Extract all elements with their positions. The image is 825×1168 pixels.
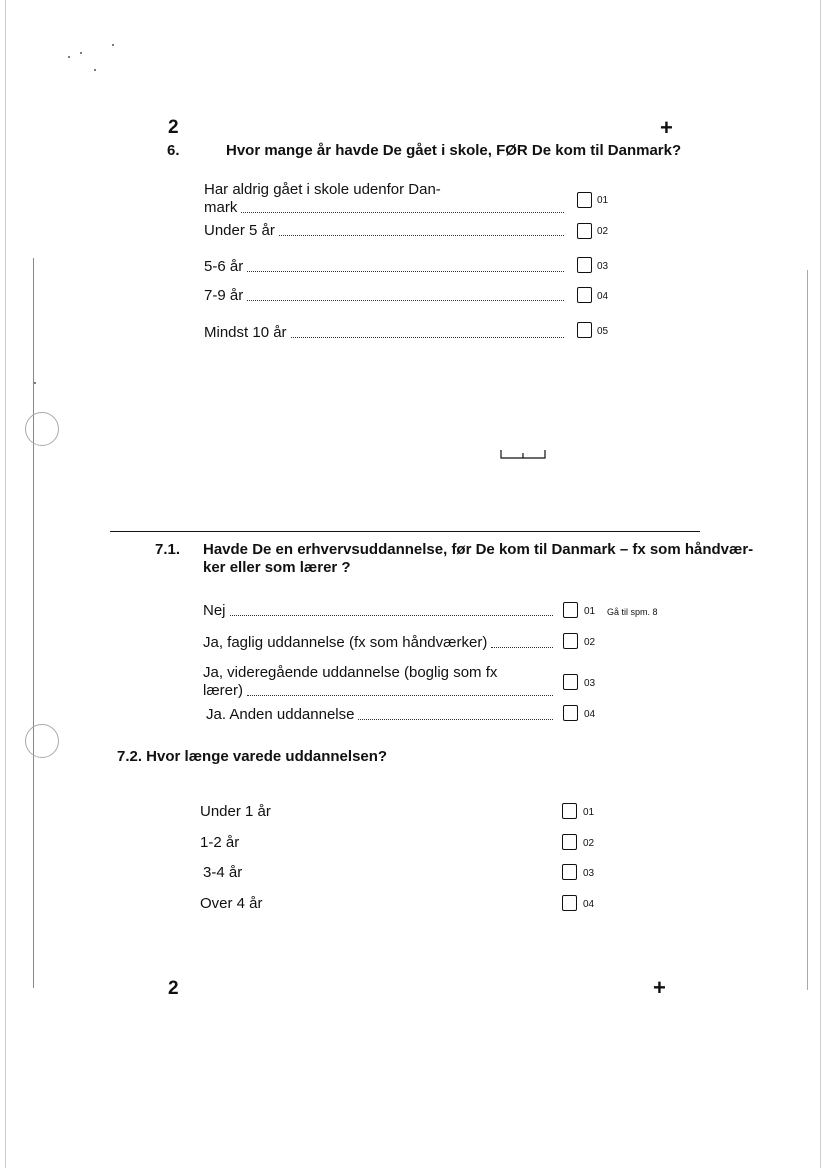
question-number: 6. bbox=[167, 142, 180, 159]
question-number: 7.1. bbox=[155, 541, 181, 558]
option-row bbox=[203, 634, 556, 651]
option-label-first-line: Ja, videregående uddannelse (boglig som fx bbox=[203, 664, 498, 681]
checkbox[interactable] bbox=[562, 803, 577, 819]
answer-code: 01 bbox=[597, 195, 609, 206]
question-text-line2: ker eller som lærer ? bbox=[203, 559, 351, 576]
checkbox[interactable] bbox=[563, 633, 578, 649]
leader-dots bbox=[247, 300, 564, 301]
answer-code: 02 bbox=[583, 838, 595, 849]
answer-code: 03 bbox=[583, 868, 595, 879]
checkbox[interactable] bbox=[563, 602, 578, 618]
option-row bbox=[200, 895, 263, 912]
option-label-line1 bbox=[203, 664, 497, 681]
answer-code: 04 bbox=[584, 709, 596, 720]
option-row bbox=[203, 602, 556, 619]
scan-edge-line bbox=[5, 0, 6, 1168]
leader-dots bbox=[247, 271, 564, 272]
option-row bbox=[203, 682, 556, 699]
answer-code: 01 bbox=[584, 606, 596, 617]
scan-edge-line bbox=[807, 270, 808, 990]
option-label-line1 bbox=[204, 181, 441, 198]
checkbox[interactable] bbox=[577, 257, 592, 273]
option-label: Ja, faglig uddannelse (fx som håndværker) bbox=[203, 634, 488, 651]
option-label: Nej bbox=[203, 602, 226, 619]
option-row bbox=[204, 258, 567, 275]
scan-speck bbox=[94, 69, 96, 71]
answer-code: 03 bbox=[584, 678, 596, 689]
option-row bbox=[204, 199, 567, 216]
scan-speck bbox=[34, 382, 36, 384]
punch-hole bbox=[25, 412, 59, 446]
option-row bbox=[204, 324, 567, 341]
option-row bbox=[200, 834, 239, 851]
option-label: Mindst 10 år bbox=[204, 324, 287, 341]
registration-mark: + bbox=[653, 975, 666, 1000]
checkbox[interactable] bbox=[563, 705, 578, 721]
question-text: Hvor mange år havde De gået i skole, FØR De kom til Danmark? bbox=[226, 142, 682, 159]
option-label: Ja. Anden uddannelse bbox=[206, 706, 355, 723]
punch-hole bbox=[25, 724, 59, 758]
checkbox[interactable] bbox=[562, 834, 577, 850]
page-number: 2 bbox=[168, 978, 179, 999]
option-row bbox=[200, 803, 271, 820]
checkbox[interactable] bbox=[562, 864, 577, 880]
skip-instruction: Gå til spm. 8 bbox=[607, 607, 658, 617]
scan-speck bbox=[68, 56, 70, 58]
checkbox[interactable] bbox=[563, 674, 578, 690]
answer-code: 01 bbox=[583, 807, 595, 818]
option-label: 7-9 år bbox=[204, 287, 244, 304]
answer-code: 04 bbox=[583, 899, 595, 910]
scan-speck bbox=[80, 52, 82, 54]
section-divider bbox=[110, 531, 700, 532]
answer-code: 05 bbox=[597, 326, 609, 337]
checkbox[interactable] bbox=[577, 192, 592, 208]
checkbox[interactable] bbox=[577, 287, 592, 303]
question-text: Havde De en erhvervsuddannelse, før De kom til Danmark – fx som håndvær- bbox=[203, 541, 754, 558]
leader-dots bbox=[358, 719, 553, 720]
option-row bbox=[204, 222, 567, 239]
option-row bbox=[204, 287, 567, 304]
leader-dots bbox=[230, 615, 553, 616]
registration-mark: + bbox=[660, 115, 673, 140]
scan-edge-line bbox=[820, 0, 821, 1168]
leader-dots bbox=[241, 212, 564, 213]
option-label: mark bbox=[204, 199, 238, 216]
option-label: Under 5 år bbox=[204, 222, 275, 239]
page-number: 2 bbox=[168, 117, 179, 138]
scan-edge-line bbox=[33, 258, 34, 988]
checkbox[interactable] bbox=[562, 895, 577, 911]
scan-speck bbox=[112, 44, 114, 46]
option-label: Over 4 år bbox=[200, 895, 263, 912]
option-label: 3-4 år bbox=[203, 864, 243, 881]
leader-dots bbox=[279, 235, 564, 236]
option-row bbox=[203, 864, 242, 881]
leader-dots bbox=[491, 647, 553, 648]
option-label: 5-6 år bbox=[204, 258, 244, 275]
question-text: 7.2. Hvor længe varede uddannelsen? bbox=[117, 748, 388, 765]
checkbox[interactable] bbox=[577, 223, 592, 239]
leader-dots bbox=[247, 695, 553, 696]
answer-code: 02 bbox=[584, 637, 596, 648]
answer-code: 04 bbox=[597, 291, 609, 302]
answer-code: 03 bbox=[597, 261, 609, 272]
option-label-first-line: Har aldrig gået i skole udenfor Dan- bbox=[204, 181, 441, 198]
answer-code: 02 bbox=[597, 226, 609, 237]
option-row bbox=[206, 706, 556, 723]
option-label: 1-2 år bbox=[200, 834, 240, 851]
coding-field-icon bbox=[500, 448, 546, 460]
checkbox[interactable] bbox=[577, 322, 592, 338]
option-label: lærer) bbox=[203, 682, 243, 699]
leader-dots bbox=[291, 337, 564, 338]
option-label: Under 1 år bbox=[200, 803, 271, 820]
